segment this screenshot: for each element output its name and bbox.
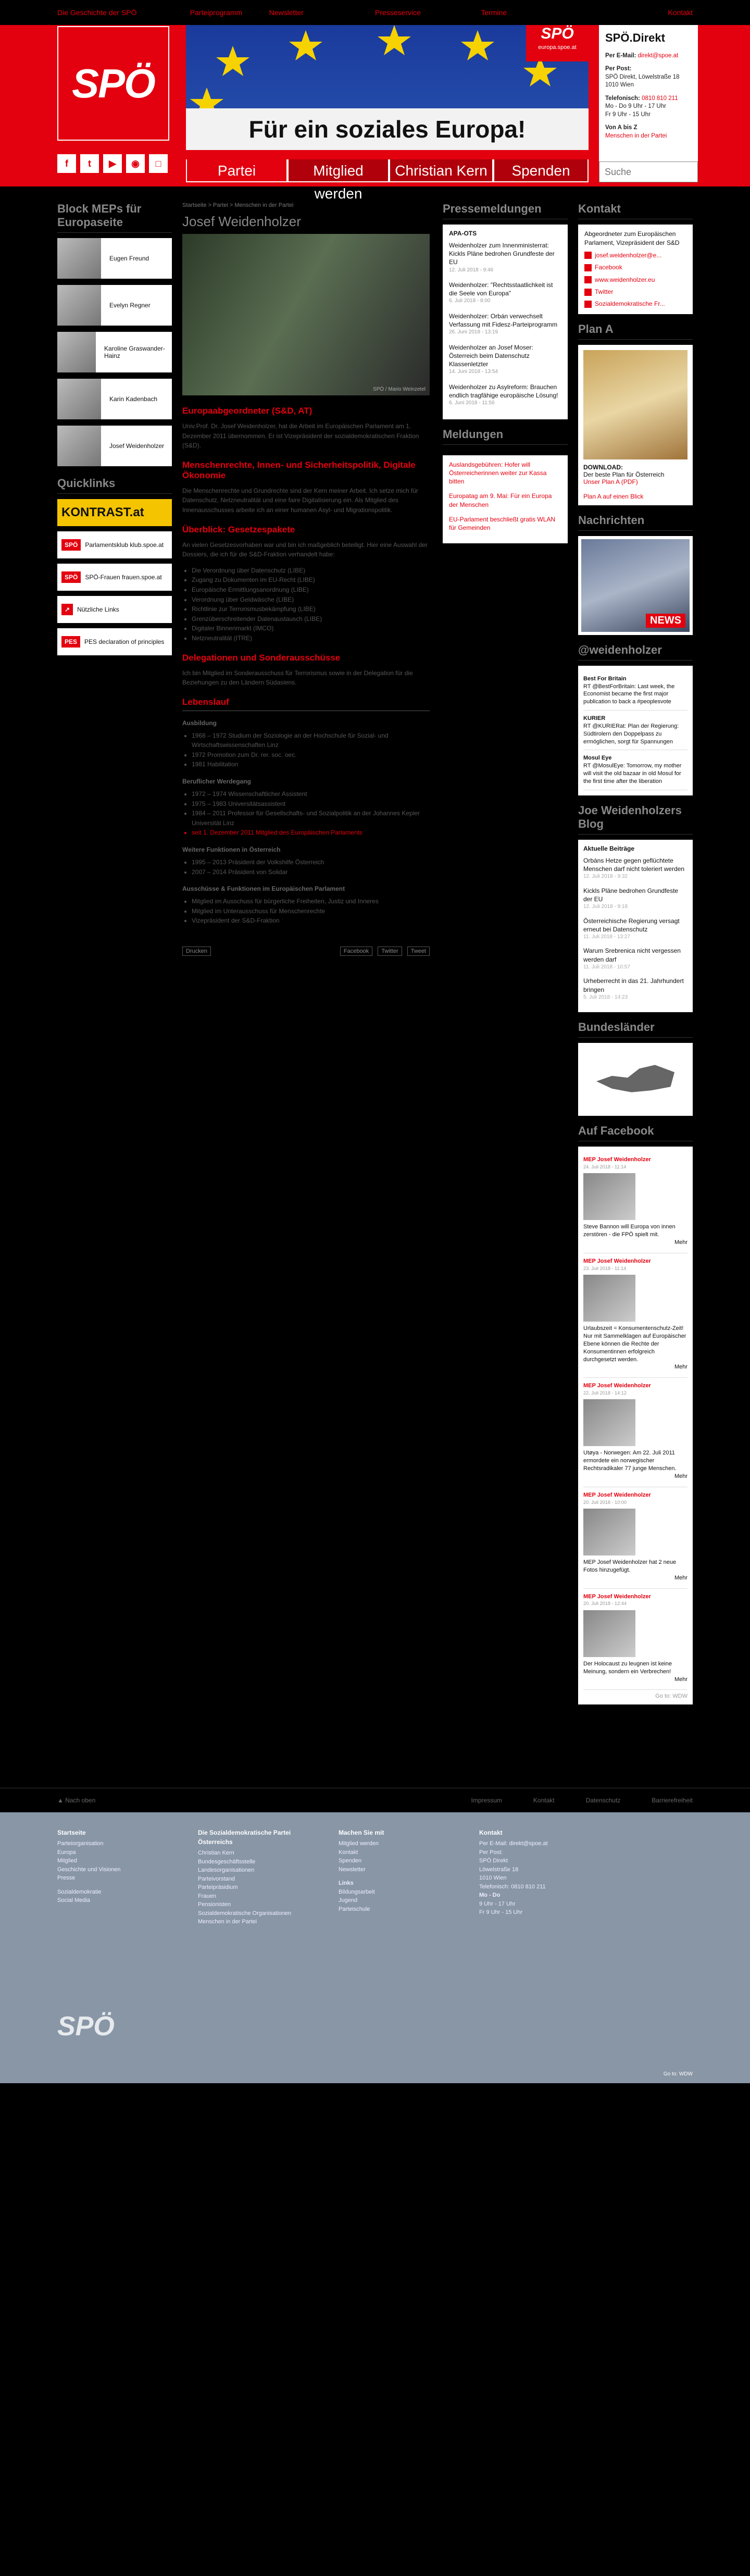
- press-column: [443, 202, 568, 1704]
- cv-list: [192, 857, 430, 877]
- list-item[interactable]: • seit 1. Dezember 2011 Mitglied des Europäischen Parlaments: [192, 828, 430, 838]
- footer-item: Fr 9 Uhr - 15 Uhr: [479, 1909, 523, 1916]
- footer-item: Per Post:: [479, 1849, 503, 1856]
- spo-europa-badge: [526, 25, 589, 61]
- contact-link-label: josef.weidenholzer@e...: [595, 251, 662, 259]
- footer-item[interactable]: Spenden: [339, 1858, 362, 1864]
- press-item-title: Weidenholzer zu Asylreform: Brauchen endlich tragfähige europäische Lösung!: [449, 383, 558, 400]
- press-item-title: Weidenholzer: "Rechtsstaatlichkeit ist die Seele von Europa": [449, 281, 553, 297]
- direkt-post-label: Per Post:: [605, 66, 632, 72]
- direkt-az-link[interactable]: Menschen in der Partei: [605, 132, 667, 139]
- footer-item[interactable]: Bildungsarbeit: [339, 1888, 375, 1895]
- mep-photo: [57, 238, 101, 279]
- footer-item[interactable]: Christian Kern: [198, 1850, 234, 1857]
- fb-post-date: 22. Juli 2018 - 14:12: [583, 1390, 627, 1396]
- twitter-heading: @weidenholzer: [578, 643, 693, 661]
- mep-card[interactable]: [57, 238, 172, 279]
- fb-post-date: 20. Juli 2018 - 12:44: [583, 1601, 627, 1607]
- fb-post-text: Steve Bannon will Europa von innen zerstören - die FPÖ spielt mit.: [583, 1224, 676, 1238]
- fb-more-link[interactable]: Mehr: [674, 1574, 688, 1581]
- page-title: Josef Weidenholzer: [182, 214, 301, 229]
- contact-facebook-link[interactable]: [584, 263, 686, 272]
- mep-name: Eugen Freund: [109, 255, 149, 262]
- list-item: • Grenzüberschreitender Datenaustausch (LIBE): [192, 614, 430, 624]
- footer-column-heading[interactable]: Die Sozialdemokratische Partei Österreichs: [198, 1829, 291, 1846]
- footer-column-heading[interactable]: Startseite: [57, 1829, 86, 1837]
- print-button[interactable]: Drucken: [182, 947, 211, 956]
- fb-post-image: [583, 1399, 635, 1446]
- fb-post-author: MEP Josef Weidenholzer: [583, 1593, 651, 1600]
- list-item: • 1981 Habilitation: [192, 760, 430, 769]
- list-item: • Mitglied im Ausschuss für bürgerliche Freiheiten, Justiz und Inneres: [192, 897, 430, 906]
- blog-item-date: 11. Juli 2018 - 13:27: [583, 934, 630, 940]
- contact-website-link[interactable]: [584, 276, 686, 284]
- meps-heading: Block MEPs für Europaseite: [57, 202, 172, 233]
- photo-caption: SPÖ / Mario Weinzetel: [373, 387, 426, 392]
- laws-list: [192, 566, 430, 643]
- right-column: [578, 202, 693, 1704]
- footer-item[interactable]: Parteischule: [339, 1906, 370, 1912]
- list-item: • 1972 Promotion zum Dr. rer. soc. oec.: [192, 750, 430, 760]
- footer-column: [198, 1828, 312, 2068]
- footer-column: [339, 1828, 453, 2068]
- top-link-presseservice[interactable]: Presseservice: [374, 8, 421, 17]
- blog-item[interactable]: [583, 947, 688, 970]
- direkt-post-line: 1010 Wien: [605, 82, 634, 89]
- spo-mini-logo: SPÖ: [61, 539, 81, 551]
- footer-item[interactable]: Parteipräsidium: [198, 1884, 238, 1891]
- tweet-text: RT @MosulEye: Tomorrow, my mother will visit the old bazaar in old Mosul for the first time after the liberation: [583, 763, 682, 785]
- top-link-newsletter[interactable]: Newsletter: [269, 8, 304, 17]
- badge-logo: SPÖ: [541, 25, 574, 42]
- blog-heading: Joe Weidenholzers Blog: [578, 804, 693, 835]
- blog-item-date: 11. Juli 2018 - 10:57: [583, 964, 630, 970]
- press-item-date: 6. Juli 2018 - 8:00: [449, 298, 491, 304]
- list-item: • 1968 – 1972 Studium der Soziologie an der Hochschule für Sozial- und Wirtschaftswissenschaften Linz: [192, 731, 430, 750]
- focus-text: Die Menschenrechte und Grundrechte sind der Kern meiner Arbeit. Ich setze mich für Datenschutz, Netzneutralität und eine faire Digitalisierung ein. Als Mitglied des Innenausschusses arbeite ich an einer humanen Asyl- und Migrationspolitik.: [182, 487, 418, 514]
- press-item[interactable]: [449, 343, 561, 376]
- flickr-icon[interactable]: ◉: [126, 154, 145, 173]
- top-link-parteiprogramm[interactable]: Parteiprogramm: [190, 8, 243, 17]
- cv-list: [192, 789, 430, 838]
- blog-item-date: 12. Juli 2018 - 9:18: [583, 904, 628, 910]
- left-column: [57, 202, 172, 1704]
- plan-overview-link[interactable]: Plan A auf einen Blick: [583, 492, 644, 500]
- footer-item[interactable]: Geschichte und Visionen: [57, 1866, 121, 1873]
- press-item-title: Weidenholzer an Josef Moser: Österreich beim Datenschutz Klassenletzter: [449, 343, 533, 368]
- footer-item: 1010 Wien: [479, 1875, 507, 1882]
- mep-name: Josef Weidenholzer: [109, 442, 165, 450]
- mep-card[interactable]: [57, 285, 172, 326]
- pes-logo: PES: [61, 636, 80, 648]
- focus-heading: Menschenrechte, Innen- und Sicherheitspolitik, Digitale Ökonomie: [182, 459, 416, 480]
- top-link-geschichte[interactable]: Die Geschichte der SPÖ: [57, 8, 137, 17]
- plan-box: [578, 345, 693, 505]
- laws-text: An vielen Gesetzesvorhaben war und bin ich maßgeblich beteiligt. Hier eine Auswahl der Dossiers, die ich für die S&D-Fraktion verhandelt habe:: [182, 541, 428, 558]
- fb-post[interactable]: [583, 1589, 688, 1690]
- mail-icon: [584, 252, 592, 259]
- direkt-hours: Fr 9 Uhr - 15 Uhr: [605, 111, 651, 118]
- fb-footer: Go to: WDW: [655, 1693, 688, 1700]
- austria-map[interactable]: [578, 1043, 693, 1116]
- mep-card[interactable]: [57, 379, 172, 419]
- press-item-date: 6. Juni 2018 - 11:56: [449, 400, 495, 406]
- direkt-az-label: Von A bis Z: [605, 125, 638, 131]
- main-content: [182, 202, 430, 1704]
- footer-item[interactable]: Jugend: [339, 1897, 358, 1904]
- cv-subheading: Beruflicher Werdegang: [182, 778, 251, 786]
- cv-list: [192, 897, 430, 926]
- list-item: • 1984 – 2011 Professor für Gesellschafts- und Sozialpolitik an der Johannes Kepler Universität Linz: [192, 808, 430, 828]
- blog-item[interactable]: [583, 977, 688, 1001]
- main-area: [0, 186, 750, 1704]
- globe-icon: [584, 276, 592, 283]
- footer-item[interactable]: Per E-Mail: direkt@spoe.at: [479, 1840, 548, 1847]
- footer-item[interactable]: Bundesgeschäftsstelle: [198, 1858, 256, 1865]
- list-item: • Richtlinie zur Terrorismusbekämpfung (LIBE): [192, 604, 430, 614]
- blog-item-title: Orbáns Hetze gegen geflüchtete Menschen darf nicht toleriert werden: [583, 856, 685, 873]
- fb-post-text: Urlaubszeit = Konsumentenschutz-Zeit! Nur mit Sammelklagen auf Europäischer Ebene können die Rechte der Konsumentinnen erfolgreich durchgesetzt werden.: [583, 1325, 686, 1363]
- quicklink-label: Nützliche Links: [77, 606, 119, 613]
- main-nav: [186, 159, 589, 202]
- direkt-tel[interactable]: 0810 810 211: [642, 95, 678, 102]
- badge-url: europa.spoe.at: [538, 44, 577, 51]
- nav-partei[interactable]: Partei: [186, 159, 288, 182]
- breadcrumb-item[interactable]: Menschen in der Partei: [234, 202, 294, 208]
- eu-banner[interactable]: [186, 25, 589, 161]
- link-icon: ↗: [61, 604, 73, 615]
- facebook-heading: Auf Facebook: [578, 1124, 693, 1141]
- list-item: • 1995 – 2013 Präsident der Volkshilfe Österreich: [192, 857, 430, 867]
- nav-mitglied-werden[interactable]: Mitglied werden: [288, 159, 389, 182]
- direkt-hours: Mo - Do 9 Uhr - 17 Uhr: [605, 103, 666, 110]
- facebook-feed: [578, 1147, 693, 1704]
- social-icons: [57, 154, 168, 173]
- mep-photo: [57, 332, 96, 372]
- quicklink-frauen[interactable]: [57, 564, 172, 591]
- fb-post-text: Der Holocaust zu leugnen ist keine Meinung, sondern ein Verbrechen!: [583, 1660, 672, 1675]
- plan-heading: Plan A: [578, 322, 693, 340]
- portrait-photo: [182, 234, 430, 395]
- contact-link-label: Facebook: [595, 264, 622, 271]
- twitter-feed: [578, 666, 693, 795]
- footer-link-impressum[interactable]: Impressum: [471, 1797, 502, 1805]
- press-source: APA-OTS: [449, 230, 477, 237]
- footer-item[interactable]: Parteivorstand: [198, 1875, 235, 1882]
- twitter-share-button[interactable]: Twitter: [378, 947, 402, 956]
- search-box: [599, 161, 698, 182]
- press-box: [443, 225, 568, 419]
- logo-text: SPÖ: [72, 60, 155, 106]
- facebook-icon: [584, 264, 592, 271]
- list-item: • Zugang zu Dokumenten im EU-Recht (LIBE): [192, 575, 430, 585]
- contact-box: [578, 225, 693, 314]
- footer-item[interactable]: Sozialdemokratische Organisationen: [198, 1910, 292, 1917]
- footer-links-bar: [0, 1788, 750, 1812]
- quicklinks-heading: Quicklinks: [57, 477, 172, 494]
- back-to-top-label: Nach oben: [65, 1797, 96, 1805]
- mep-name: Karoline Graswander-Hainz: [104, 345, 165, 359]
- fb-post-author: MEP Josef Weidenholzer: [583, 1491, 651, 1498]
- list-item: • Digitaler Binnenmarkt (IMCO): [192, 624, 430, 633]
- blog-item-title: Österreichische Regierung versagt erneut bei Datenschutz: [583, 917, 680, 933]
- footer-column-heading[interactable]: Machen Sie mit: [339, 1829, 384, 1837]
- fb-post-image: [583, 1509, 635, 1555]
- blog-item-date: 5. Juli 2018 - 14:23: [583, 994, 628, 1000]
- contact-link-label: Sozialdemokratische Fr...: [595, 300, 665, 308]
- footer-item: 9 Uhr - 17 Uhr: [479, 1900, 516, 1907]
- spo-mini-logo: SPÖ: [61, 571, 81, 583]
- footer-item[interactable]: Telefonisch: 0810 810 211: [479, 1883, 546, 1890]
- contact-text: Abgeordneter zum Europäischen Parlament, Vizepräsident der S&D: [584, 230, 680, 247]
- fb-more-link[interactable]: Mehr: [674, 1239, 688, 1246]
- news-item[interactable]: Europatag am 9. Mai: Für ein Europa der Menschen: [449, 492, 552, 508]
- quicklink-label: PES declaration of principles: [84, 638, 165, 645]
- delegations-heading: Delegationen und Sonderausschüsse: [182, 652, 341, 663]
- footer-item: Löwelstraße 18: [479, 1866, 519, 1873]
- breadcrumb-item[interactable]: Partei: [213, 202, 228, 208]
- blog-item[interactable]: [583, 856, 688, 880]
- tweet[interactable]: [583, 711, 688, 750]
- site-header: [0, 25, 750, 202]
- news-badge: NEWS: [646, 614, 685, 628]
- plan-image[interactable]: [583, 350, 688, 459]
- fb-post-author: MEP Josef Weidenholzer: [583, 1383, 651, 1389]
- news-image[interactable]: [578, 536, 693, 635]
- youtube-icon[interactable]: ▶: [103, 154, 122, 173]
- share-bar: [182, 947, 430, 956]
- blog-item-title: Warum Srebrenica nicht vergessen werden darf: [583, 947, 681, 963]
- press-item-date: 12. Juli 2018 - 9:46: [449, 267, 494, 273]
- mep-card[interactable]: [57, 426, 172, 466]
- list-item: • Die Verordnung über Datenschutz (LIBE): [192, 566, 430, 576]
- instagram-icon[interactable]: □: [149, 154, 168, 173]
- quicklink-label: Parlamentsklub klub.spoe.at: [85, 541, 164, 549]
- tweet[interactable]: [583, 750, 688, 790]
- press-item[interactable]: [449, 383, 561, 407]
- fb-post-author: MEP Josef Weidenholzer: [583, 1156, 651, 1163]
- austria-map-shape: [596, 1061, 674, 1098]
- spo-logo[interactable]: [57, 26, 169, 141]
- footer-column-heading[interactable]: Kontakt: [479, 1829, 503, 1837]
- mep-photo: [57, 426, 101, 466]
- fb-post[interactable]: [583, 1253, 688, 1378]
- fb-post-author: MEP Josef Weidenholzer: [583, 1258, 651, 1264]
- top-link-kontakt[interactable]: Kontakt: [668, 8, 693, 17]
- back-to-top-link[interactable]: ▲ Nach oben: [57, 1797, 96, 1805]
- quicklink-pes[interactable]: [57, 628, 172, 655]
- role-text: Univ.Prof. Dr. Josef Weidenholzer, hat die Arbeit im Europäischen Parlament am 1. Dezember 2011 übernommen. Er ist Vizepräsident der sozialdemokratischen Fraktion (S&D).: [182, 422, 419, 450]
- mep-name: Karin Kadenbach: [109, 395, 158, 403]
- footer-item[interactable]: Pensionisten: [198, 1901, 231, 1908]
- tweet-user: Best For Britain: [583, 675, 627, 682]
- breadcrumb: Startseite > Partei > Menschen in der Partei: [182, 202, 294, 208]
- news-box: [443, 455, 568, 543]
- contact-heading: Kontakt: [578, 202, 693, 219]
- cv-subheading: Ausbildung: [182, 719, 217, 727]
- footer-link-datenschutz[interactable]: Datenschutz: [585, 1797, 621, 1805]
- fb-post-text: Utøya - Norwegen: Am 22. Juli 2011 ermordete ein norwegischer Rechtsradikaler 77 junge Menschen.: [583, 1450, 677, 1472]
- role-heading: Europaabgeordneter (S&D, AT): [182, 406, 312, 416]
- nav-christian-kern[interactable]: Christian Kern: [389, 159, 493, 182]
- press-heading: Pressemeldungen: [443, 202, 568, 219]
- footer-item[interactable]: Europa: [57, 1849, 76, 1856]
- blog-item-title: Urheberrecht in das 21. Jahrhundert bringen: [583, 977, 684, 993]
- list-item: • 2007 – 2014 Präsident von Solidar: [192, 867, 430, 877]
- contact-link-label: www.weidenholzer.eu: [595, 276, 655, 283]
- blog-item[interactable]: [583, 917, 688, 941]
- breadcrumb-item[interactable]: Startseite: [182, 202, 207, 208]
- quicklink-parlamentsklub[interactable]: [57, 531, 172, 558]
- cv-list: [192, 731, 430, 769]
- fb-post-date: 20. Juli 2018 - 10:00: [583, 1499, 627, 1505]
- fb-post-date: 23. Juli 2018 - 11:14: [583, 1265, 627, 1271]
- twitter-icon: [584, 289, 592, 296]
- contact-sd-link[interactable]: [584, 300, 686, 308]
- nachrichten-heading: Nachrichten: [578, 514, 693, 531]
- footer-item[interactable]: Frauen: [198, 1893, 216, 1899]
- fb-post-image: [583, 1173, 635, 1220]
- fb-post[interactable]: [583, 1378, 688, 1487]
- list-item: • 1975 – 1983 Universitätsassistent: [192, 799, 430, 809]
- news-item[interactable]: Auslandsgebühren: Hofer will Österreicherinnen weiter zur Kassa bitten: [449, 461, 547, 486]
- direkt-title: SPÖ.Direkt: [605, 31, 665, 44]
- list-item: • Netzneutralität (ITRE): [192, 633, 430, 643]
- cv-subheading: Weitere Funktionen in Österreich: [182, 846, 281, 854]
- footer-logo[interactable]: SPÖ: [57, 2011, 115, 2042]
- plan-pdf-link[interactable]: Unser Plan A (PDF): [583, 478, 638, 486]
- twitter-icon[interactable]: t: [80, 154, 99, 173]
- footer-item[interactable]: Kontakt: [339, 1849, 358, 1856]
- link-icon: [584, 301, 592, 308]
- direkt-post-line: SPÖ Direkt, Löwelstraße 18: [605, 73, 680, 80]
- footer-item[interactable]: Mitglied: [57, 1858, 77, 1864]
- fb-post[interactable]: [583, 1487, 688, 1589]
- blog-item-title: Kickls Pläne bedrohen Grundfeste der EU: [583, 887, 679, 903]
- tweet[interactable]: [583, 671, 688, 711]
- list-item: • 1972 – 1974 Wissenschaftlicher Assistent: [192, 789, 430, 799]
- mep-name: Evelyn Regner: [109, 302, 151, 309]
- blog-subheading: Aktuelle Beiträge: [583, 844, 635, 852]
- footer-link-kontakt[interactable]: Kontakt: [533, 1797, 555, 1805]
- quicklink-nuetzliche-links[interactable]: [57, 596, 172, 623]
- fb-post-image: [583, 1275, 635, 1322]
- footer-item[interactable]: Newsletter: [339, 1866, 366, 1873]
- tweet-user: KURIER: [583, 715, 606, 722]
- press-item[interactable]: [449, 241, 561, 273]
- delegations-text: Ich bin Mitglied im Sonderausschuss für Terrorismus sowie in der Delegation für die Beziehungen zu den Ländern Südasiens.: [182, 669, 413, 687]
- blog-item[interactable]: [583, 887, 688, 911]
- fb-post-image: [583, 1610, 635, 1657]
- press-item[interactable]: [449, 312, 561, 336]
- footer-item[interactable]: Sozialdemokratie: [57, 1888, 102, 1895]
- footer-item: SPÖ Direkt: [479, 1858, 508, 1864]
- footer-link-barrierefreiheit[interactable]: Barrierefreiheit: [652, 1797, 693, 1805]
- facebook-share-button[interactable]: Facebook: [340, 947, 372, 956]
- mep-card[interactable]: [57, 332, 172, 372]
- list-item: • Vizepräsident der S&D-Fraktion: [192, 916, 430, 926]
- bundeslaender-heading: Bundesländer: [578, 1021, 693, 1038]
- cv-heading: Lebenslauf: [182, 697, 430, 711]
- tweet-user: Mosul Eye: [583, 755, 612, 762]
- direkt-tel-label: Telefonisch:: [605, 95, 640, 102]
- facebook-icon[interactable]: f: [57, 154, 76, 173]
- tweet-button[interactable]: Tweet: [407, 947, 430, 956]
- press-item-date: 26. Juni 2018 - 13:19: [449, 329, 498, 335]
- footer-item[interactable]: Links: [339, 1880, 354, 1887]
- fb-post-text: MEP Josef Weidenholzer hat 2 neue Fotos hinzugefügt.: [583, 1559, 677, 1573]
- quicklink-kontrast[interactable]: KONTRAST.at: [57, 499, 172, 526]
- direkt-email-link[interactable]: direkt@spoe.at: [638, 52, 679, 59]
- list-item: • Mitglied im Unterausschuss für Menschenrechte: [192, 906, 430, 916]
- footer-item[interactable]: Presse: [57, 1875, 76, 1882]
- plan-download-label: DOWNLOAD:: [583, 463, 623, 471]
- footer-item[interactable]: Parteiorganisation: [57, 1840, 104, 1847]
- contact-twitter-link[interactable]: [584, 288, 686, 296]
- mep-photo: [57, 285, 101, 326]
- fb-more-link[interactable]: Mehr: [674, 1473, 688, 1480]
- contact-link-label: Twitter: [595, 288, 614, 295]
- footer-item[interactable]: Menschen in der Partei: [198, 1919, 257, 1925]
- footer-item[interactable]: Landesorganisationen: [198, 1867, 255, 1874]
- search-input[interactable]: [599, 162, 697, 182]
- tweet-text: RT @KURIERat: Plan der Regierung: Südtirolern den Doppelpass zu ermöglichen, sorgt für Spannungen: [583, 723, 679, 745]
- blog-item-date: 12. Juli 2018 - 9:32: [583, 874, 628, 880]
- list-item: • Europäische Ermittlungsanordnung (LIBE): [192, 585, 430, 595]
- fb-post-date: 24. Juli 2018 - 11:14: [583, 1164, 627, 1170]
- banner-slogan: Für ein soziales Europa!: [186, 108, 589, 150]
- press-item-title: Weidenholzer zum Innenministerrat: Kickls Pläne bedrohen Grundfeste der EU: [449, 242, 555, 266]
- fb-more-link[interactable]: Mehr: [674, 1364, 688, 1371]
- direkt-email-label: Per E-Mail:: [605, 52, 636, 59]
- top-link-termine[interactable]: Termine: [481, 8, 507, 17]
- footer-item[interactable]: Social Media: [57, 1897, 90, 1904]
- news-item[interactable]: EU-Parlament beschließt gratis WLAN für Gemeinden: [449, 515, 556, 531]
- list-item: • Verordnung über Geldwäsche (LIBE): [192, 595, 430, 605]
- fb-more-link[interactable]: Mehr: [674, 1676, 688, 1683]
- blog-box: [578, 840, 693, 1012]
- mep-photo: [57, 379, 101, 419]
- contact-email-link[interactable]: [584, 251, 686, 260]
- footer-column: [479, 1828, 594, 2068]
- tweet-text: RT @BestForBritain: Last week, the Economist became the first major publication to back a #peoplesvote: [583, 683, 675, 705]
- footer-item: Mo - Do: [479, 1892, 501, 1899]
- footer-item[interactable]: Mitglied werden: [339, 1840, 379, 1847]
- site-footer: [0, 1812, 750, 2083]
- press-item-title: Weidenholzer: Orbán verwechselt Verfassung mit Fidesz-Parteiprogramm: [449, 312, 558, 329]
- cv-subheading: Ausschüsse & Funktionen im Europäischen Parlament: [182, 885, 345, 893]
- laws-heading: Überblick: Gesetzespakete: [182, 524, 295, 534]
- press-item-date: 14. Juni 2018 - 13:54: [449, 369, 498, 375]
- nav-spenden[interactable]: Spenden: [493, 159, 589, 182]
- spo-direkt-box: [599, 25, 698, 161]
- press-item[interactable]: [449, 281, 561, 305]
- news-heading: Meldungen: [443, 428, 568, 445]
- top-bar: [0, 0, 750, 25]
- footer-sub: Go to: WDW: [663, 2071, 693, 2077]
- plan-text: Der beste Plan für Österreich: [583, 470, 665, 478]
- quicklink-label: SPÖ-Frauen frauen.spoe.at: [85, 574, 162, 581]
- fb-post[interactable]: [583, 1152, 688, 1253]
